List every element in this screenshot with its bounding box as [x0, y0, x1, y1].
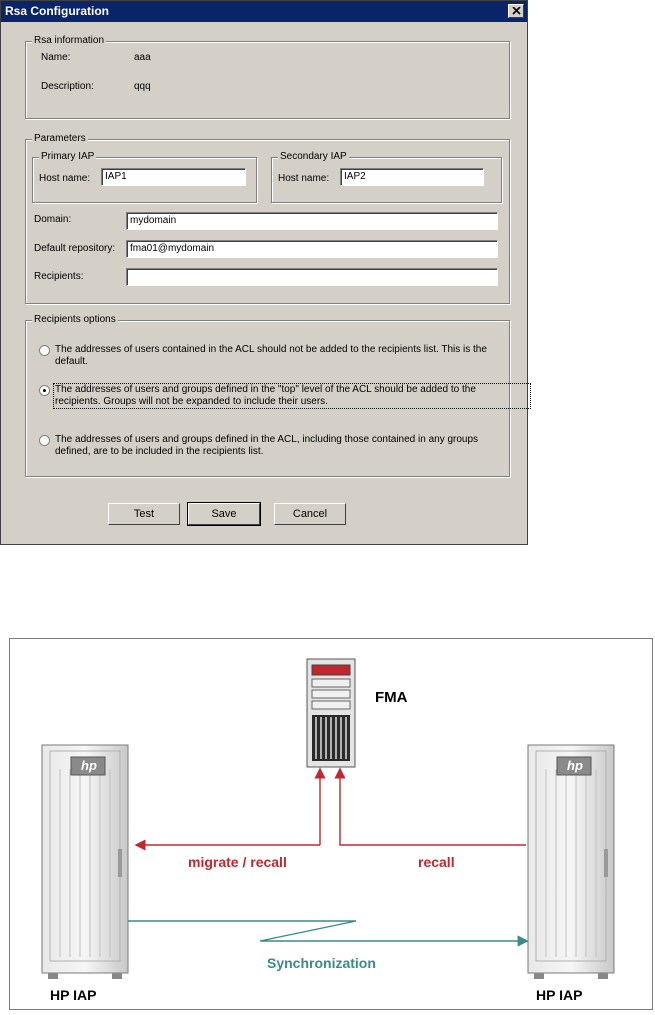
left-server-rack	[42, 745, 128, 979]
title-bar[interactable]	[1, 1, 527, 22]
recall-label: recall	[418, 854, 455, 870]
default-repository-field[interactable]: fma01@mydomain	[126, 240, 498, 258]
option-text: The addresses of users and groups defined in the ACL, including those contained in any groups defined, are to be included in the recipients list.	[55, 434, 479, 457]
secondary-host-field[interactable]: IAP2	[340, 168, 484, 186]
cancel-button[interactable]: Cancel	[274, 503, 346, 525]
rsa-configuration-dialog	[0, 0, 528, 545]
synchronization-arrow	[128, 921, 526, 941]
option-no-users[interactable]	[39, 344, 499, 370]
domain-field[interactable]: mydomain	[126, 212, 498, 230]
right-hp-iap-label: HP IAP	[536, 987, 583, 1003]
migrate-recall-arrow	[140, 773, 320, 845]
primary-host-label: Host name:	[39, 173, 91, 184]
option-text: The addresses of users and groups defined in the "top" level of the ACL should be added to the recipients. Groups will not be expanded to include their users.	[55, 384, 476, 407]
domain-label: Domain:	[34, 214, 72, 225]
left-hp-iap-label: HP IAP	[50, 987, 97, 1003]
fma-server	[307, 659, 355, 767]
description-value: qqq	[134, 81, 151, 92]
close-icon	[512, 7, 521, 15]
primary-iap-legend: Primary IAP	[41, 151, 95, 162]
name-label: Name:	[41, 52, 71, 63]
architecture-diagram	[9, 638, 653, 1010]
parameters-legend: Parameters	[34, 133, 86, 144]
diagram-canvas	[10, 639, 652, 1009]
option-top-level[interactable]	[39, 384, 499, 410]
description-label: Description:	[41, 81, 94, 92]
secondary-iap-legend: Secondary IAP	[280, 151, 347, 162]
close-button[interactable]	[508, 4, 524, 18]
radio-button[interactable]	[39, 345, 50, 356]
secondary-host-label: Host name:	[278, 173, 330, 184]
fma-label: FMA	[375, 689, 408, 706]
save-button[interactable]: Save	[188, 503, 260, 525]
recipients-options-legend: Recipients options	[34, 314, 116, 325]
migrate-recall-label: migrate / recall	[188, 854, 287, 870]
rsa-information-group	[25, 35, 510, 119]
name-value: aaa	[134, 52, 151, 63]
rsa-information-legend: Rsa information	[34, 35, 105, 46]
hp-logo: hp	[567, 758, 583, 773]
radio-button[interactable]	[39, 435, 50, 446]
option-expanded[interactable]	[39, 434, 499, 460]
option-text: The addresses of users contained in the ACL should not be added to the recipients list. This is the default.	[55, 344, 487, 367]
recall-arrow	[340, 773, 526, 845]
recipients-label: Recipients:	[34, 271, 84, 282]
window-title: Rsa Configuration	[5, 4, 109, 18]
right-server-rack	[528, 745, 614, 979]
default-repository-label: Default repository:	[34, 243, 116, 254]
radio-button-selected[interactable]	[39, 385, 50, 396]
primary-host-field[interactable]: IAP1	[101, 168, 246, 186]
test-button[interactable]: Test	[108, 503, 180, 525]
hp-logo: hp	[81, 758, 97, 773]
recipients-field[interactable]	[126, 268, 498, 286]
synchronization-label: Synchronization	[267, 955, 376, 971]
